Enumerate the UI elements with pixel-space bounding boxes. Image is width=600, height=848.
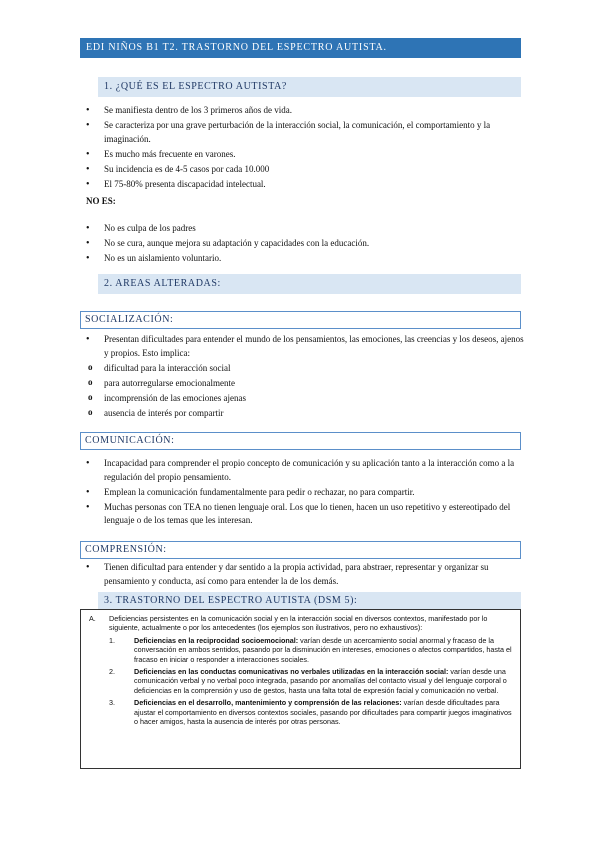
comunicacion-list xyxy=(86,457,526,529)
list-item: • El 75-80% presenta discapacidad intelectual. xyxy=(86,178,526,192)
criterion-item-heading: Deficiencias en las conductas comunicativas no verbales utilizadas en la interacción social: xyxy=(134,667,449,677)
criterion-item-heading: Deficiencias en el desarrollo, mantenimiento y comprensión de las relaciones: xyxy=(134,698,402,708)
criterion-item xyxy=(109,636,512,664)
list-item: • No es un aislamiento voluntario. xyxy=(86,252,526,266)
list-item: • Presentan dificultades para entender el mundo de los pensamientos, las emociones, las creencias y los deseos, ajenos y propios. Esto implica: xyxy=(86,333,526,360)
criterion-item xyxy=(109,698,512,726)
criterion-item-number: 1. xyxy=(109,635,115,645)
dsm5-criteria-box xyxy=(80,609,521,769)
list-item: • Muchas personas con TEA no tienen lenguaje oral. Los que lo tienen, hacen un uso repetitivo y estereotipado del lenguaje o de los temas que les interesan. xyxy=(86,501,526,528)
section-1-list xyxy=(86,104,526,193)
no-es-label: NO ES: xyxy=(86,196,116,206)
sub-list-item: o ausencia de interés por compartir xyxy=(86,407,516,421)
list-item: • Su incidencia es de 4-5 casos por cada 10.000 xyxy=(86,163,526,177)
sub-list-item: o para autorregularse emocionalmente xyxy=(86,377,516,391)
section-3-heading: 3. TRASTORNO DEL ESPECTRO AUTISTA (DSM 5): xyxy=(98,592,521,610)
list-item: • No es culpa de los padres xyxy=(86,222,526,236)
socializacion-sublist xyxy=(86,362,516,422)
list-item: • No se cura, aunque mejora su adaptación y capacidades con la educación. xyxy=(86,237,526,251)
sub-list-item: o dificultad para la interacción social xyxy=(86,362,516,376)
criterion-item-number: 2. xyxy=(109,667,115,677)
criterion-a-label: A. xyxy=(89,614,96,623)
criterion-item-heading: Deficiencias en la reciprocidad socioemocional: xyxy=(134,635,299,645)
criterion-a xyxy=(89,614,512,726)
section-2-heading: 2. AREAS ALTERADAS: xyxy=(98,274,521,294)
socializacion-heading: SOCIALIZACIÓN: xyxy=(80,311,521,329)
document-title: EDI NIÑOS B1 T2. TRASTORNO DEL ESPECTRO AUTISTA. xyxy=(80,38,521,58)
list-item: • Tienen dificultad para entender y dar sentido a la propia actividad, para abstraer, representar y organizar su pensamiento y conducta, así como para entender la de los demás. xyxy=(86,561,526,588)
list-item: • Se caracteriza por una grave perturbación de la interacción social, la comunicación, el comportamiento y la imaginación. xyxy=(86,119,526,146)
list-item: • Se manifiesta dentro de los 3 primeros años de vida. xyxy=(86,104,526,118)
comunicacion-heading: COMUNICACIÓN: xyxy=(80,432,521,450)
criterion-a-text: Deficiencias persistentes en la comunicación social y en la interacción social en diversos contextos, manifestado por lo siguiente, actualmente o por los antecedentes (los ejemplos son ilustrativos, pero no exhaustivos): xyxy=(109,614,488,633)
list-item: • Emplean la comunicación fundamentalmente para pedir o rechazar, no para compartir. xyxy=(86,486,526,500)
criterion-item-text: varían desde dificultades para ajustar el comportamiento en diversos contextos sociales, pasando por dificultades para compartir juegos imaginativos o hacer amigos, hasta la ausencia de interés por otras personas. xyxy=(134,698,512,727)
no-es-list xyxy=(86,222,526,267)
criterion-item-number: 3. xyxy=(109,698,115,708)
comprension-heading: COMPRENSIÓN: xyxy=(80,541,521,559)
section-1-heading: 1. ¿QUÉ ES EL ESPECTRO AUTISTA? xyxy=(98,77,521,97)
criterion-item-text: varían desde una comunicación verbal y no verbal poco integrada, pasando por anomalías del contacto visual y del lenguaje corporal o deficiencias en la comprensión y uso de gestos, hasta una falta total de expresión facial y comunicación no verbal. xyxy=(134,667,507,695)
list-item: • Es mucho más frecuente en varones. xyxy=(86,148,526,162)
list-item: • Incapacidad para comprender el propio concepto de comunicación y su aplicación tanto a la interacción como a la regulación del propio pensamiento. xyxy=(86,457,526,484)
socializacion-list xyxy=(86,333,526,362)
sub-list-item: o incomprensión de las emociones ajenas xyxy=(86,392,516,406)
criterion-item xyxy=(109,667,512,695)
comprension-list xyxy=(86,561,526,590)
criterion-item-text: varían desde un acercamiento social anormal y fracaso de la conversación en ambos sentidos, pasando por la disminución en intereses, emociones o afectos compartidos, hasta el fracaso en iniciar o responder a interacciones sociales. xyxy=(134,635,512,664)
